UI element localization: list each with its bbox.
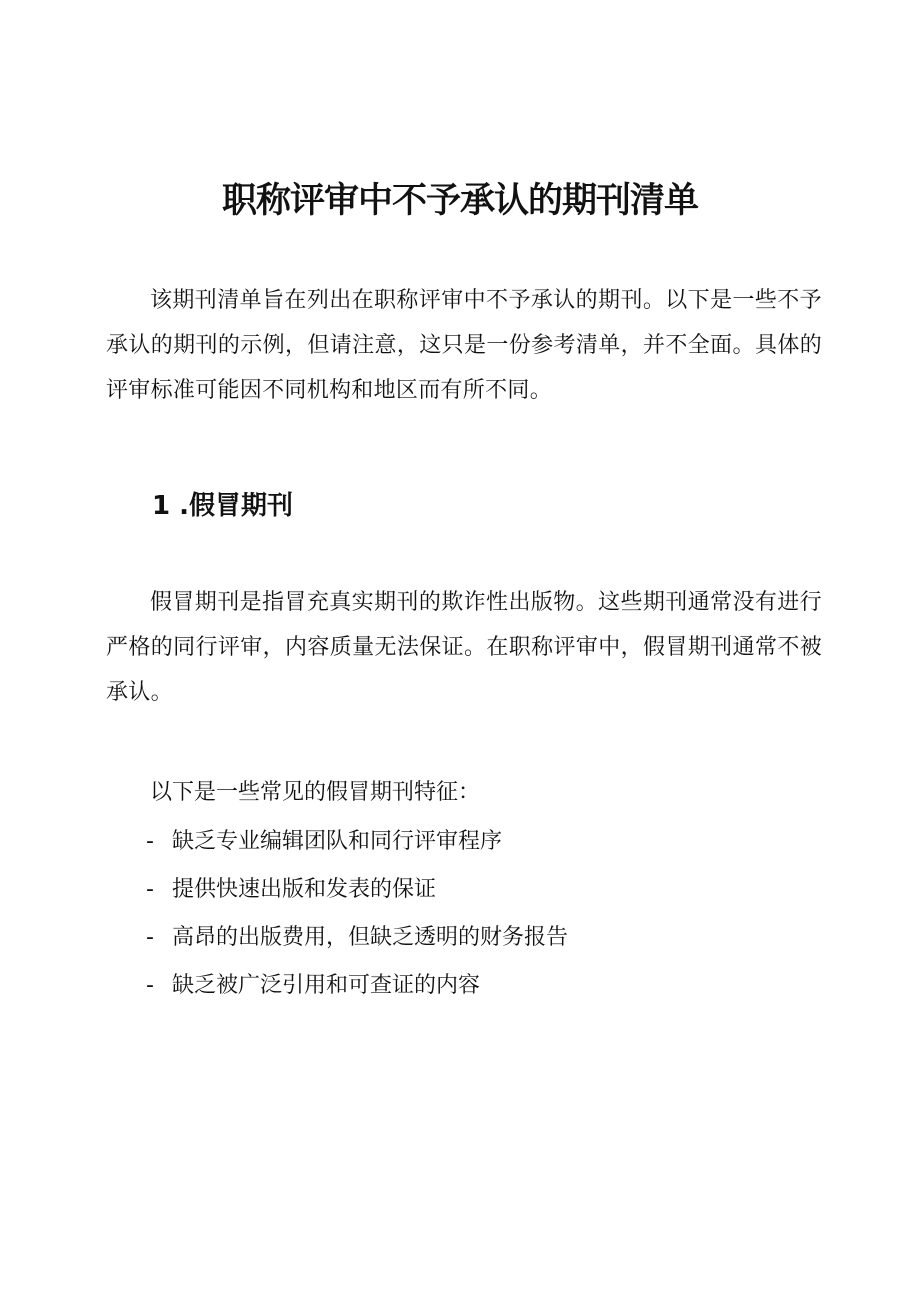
intro-paragraph: 该期刊清单旨在列出在职称评审中不予承认的期刊。以下是一些不予承认的期刊的示例，但请注意，这只是一份参考清单，并不全面。具体的评审标准可能因不同机构和地区而有所不同。 <box>106 288 822 403</box>
list-item-text: 提供快速出版和发表的保证 <box>172 877 437 902</box>
list-marker: - <box>146 973 154 998</box>
list-item <box>146 818 568 866</box>
list-item-text: 缺乏被广泛引用和可查证的内容 <box>172 973 481 998</box>
list-marker: - <box>146 925 154 950</box>
section-heading: 1 .假冒期刊 <box>152 491 294 521</box>
list-item <box>146 962 568 1010</box>
list-marker: - <box>146 877 154 902</box>
list-item <box>146 866 568 914</box>
list-item-text: 缺乏专业编辑团队和同行评审程序 <box>172 829 503 854</box>
list-marker: - <box>146 829 154 854</box>
feature-list <box>146 818 568 1010</box>
list-item <box>146 914 568 962</box>
list-intro: 以下是一些常见的假冒期刊特征： <box>150 780 481 805</box>
list-item-text: 高昂的出版费用，但缺乏透明的财务报告 <box>172 925 569 950</box>
page-title: 职称评审中不予承认的期刊清单 <box>221 181 698 221</box>
section-paragraph: 假冒期刊是指冒充真实期刊的欺诈性出版物。这些期刊通常没有进行严格的同行评审，内容质量无法保证。在职称评审中，假冒期刊通常不被承认。 <box>106 590 822 705</box>
